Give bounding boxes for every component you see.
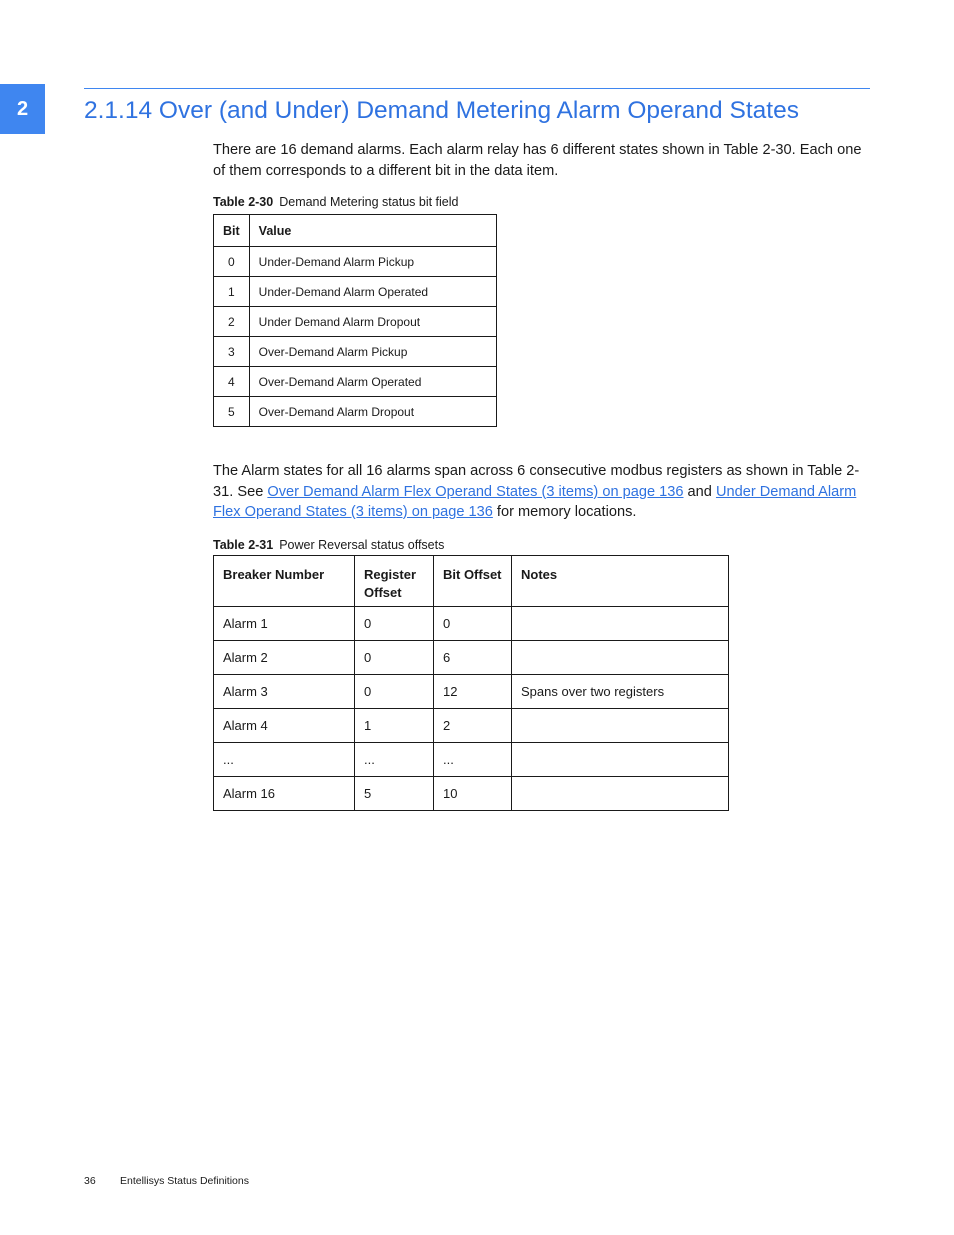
register-offset-cell: 5 — [355, 777, 434, 811]
demand-metering-status-table — [213, 214, 497, 427]
value-cell: Under-Demand Alarm Pickup — [249, 247, 496, 277]
notes-cell — [512, 743, 729, 777]
table-row — [214, 367, 497, 397]
table1-caption-label: Table 2-30 — [213, 195, 274, 209]
bit-offset-cell: 2 — [434, 709, 512, 743]
under-demand-link[interactable]: Under Demand Alarm Flex Operand States (3 items) on page 136 — [213, 483, 857, 520]
table-row — [214, 607, 729, 641]
register-offset-cell: 0 — [355, 675, 434, 709]
notes-cell — [512, 777, 729, 811]
table-row — [214, 777, 729, 811]
intro-paragraph: There are 16 demand alarms. Each alarm relay has 6 different states shown in Table 2-30. Each one of them corresponds to a different bit in the data item. — [213, 142, 862, 179]
table-header-row — [214, 556, 729, 607]
footer-doc-title: Entellisys Status Definitions — [120, 1175, 249, 1187]
column-header-breaker-number: Breaker Number — [214, 556, 355, 607]
power-reversal-offsets-table — [213, 555, 729, 811]
table-row — [214, 641, 729, 675]
value-cell: Over-Demand Alarm Pickup — [249, 337, 496, 367]
column-header-register-offset: Register Offset — [355, 556, 434, 607]
notes-cell — [512, 709, 729, 743]
column-header-bit: Bit — [214, 215, 250, 247]
para2-text-middle: and — [683, 483, 716, 500]
breaker-cell: Alarm 3 — [214, 675, 355, 709]
table2-caption — [213, 538, 444, 552]
register-offset-cell: 0 — [355, 641, 434, 675]
bit-cell: 4 — [214, 367, 250, 397]
breaker-cell: ... — [214, 743, 355, 777]
table-row — [214, 743, 729, 777]
notes-cell — [512, 641, 729, 675]
bit-cell: 0 — [214, 247, 250, 277]
notes-cell — [512, 607, 729, 641]
para2-text-before: The Alarm states for all 16 alarms span across 6 consecutive modbus registers as shown in Table 2-31. See — [213, 463, 860, 500]
breaker-cell: Alarm 2 — [214, 641, 355, 675]
footer-page-number: 36 — [84, 1175, 96, 1187]
para2-text-after: for memory locations. — [492, 504, 637, 520]
column-header-bit-offset: Bit Offset — [434, 556, 512, 607]
over-demand-link[interactable]: Over Demand Alarm Flex Operand States (3 items) on page 136 — [267, 483, 684, 500]
table2-caption-label: Table 2-31 — [213, 538, 274, 552]
breaker-cell: Alarm 4 — [214, 709, 355, 743]
column-header-notes: Notes — [512, 556, 729, 607]
value-cell: Under-Demand Alarm Operated — [249, 277, 496, 307]
table-row — [214, 337, 497, 367]
table-row — [214, 277, 497, 307]
value-cell: Over-Demand Alarm Operated — [249, 367, 496, 397]
register-offset-cell: 0 — [355, 607, 434, 641]
register-offset-cell: ... — [355, 743, 434, 777]
bit-cell: 1 — [214, 277, 250, 307]
bit-offset-cell: 6 — [434, 641, 512, 675]
bit-cell: 3 — [214, 337, 250, 367]
table-header-row — [214, 215, 497, 247]
bit-offset-cell: 0 — [434, 607, 512, 641]
chapter-tab: 2 — [0, 84, 45, 134]
bit-offset-cell: 10 — [434, 777, 512, 811]
value-cell: Over-Demand Alarm Dropout — [249, 397, 496, 427]
table-row — [214, 675, 729, 709]
table-row — [214, 397, 497, 427]
bit-cell: 5 — [214, 397, 250, 427]
bit-cell: 2 — [214, 307, 250, 337]
table1-caption — [213, 195, 458, 209]
section-heading: 2.1.14 Over (and Under) Demand Metering Alarm Operand States — [84, 97, 799, 124]
bit-offset-cell: 12 — [434, 675, 512, 709]
table-row — [214, 247, 497, 277]
table-row — [214, 709, 729, 743]
breaker-cell: Alarm 1 — [214, 607, 355, 641]
register-offset-cell: 1 — [355, 709, 434, 743]
notes-cell: Spans over two registers — [512, 675, 729, 709]
breaker-cell: Alarm 16 — [214, 777, 355, 811]
column-header-value: Value — [249, 215, 496, 247]
table1-caption-text: Demand Metering status bit field — [279, 195, 459, 209]
table2-caption-text: Power Reversal status offsets — [279, 538, 445, 552]
value-cell: Under Demand Alarm Dropout — [249, 307, 496, 337]
bit-offset-cell: ... — [434, 743, 512, 777]
table-row — [214, 307, 497, 337]
alarm-states-paragraph — [213, 461, 871, 523]
heading-rule — [84, 88, 870, 89]
